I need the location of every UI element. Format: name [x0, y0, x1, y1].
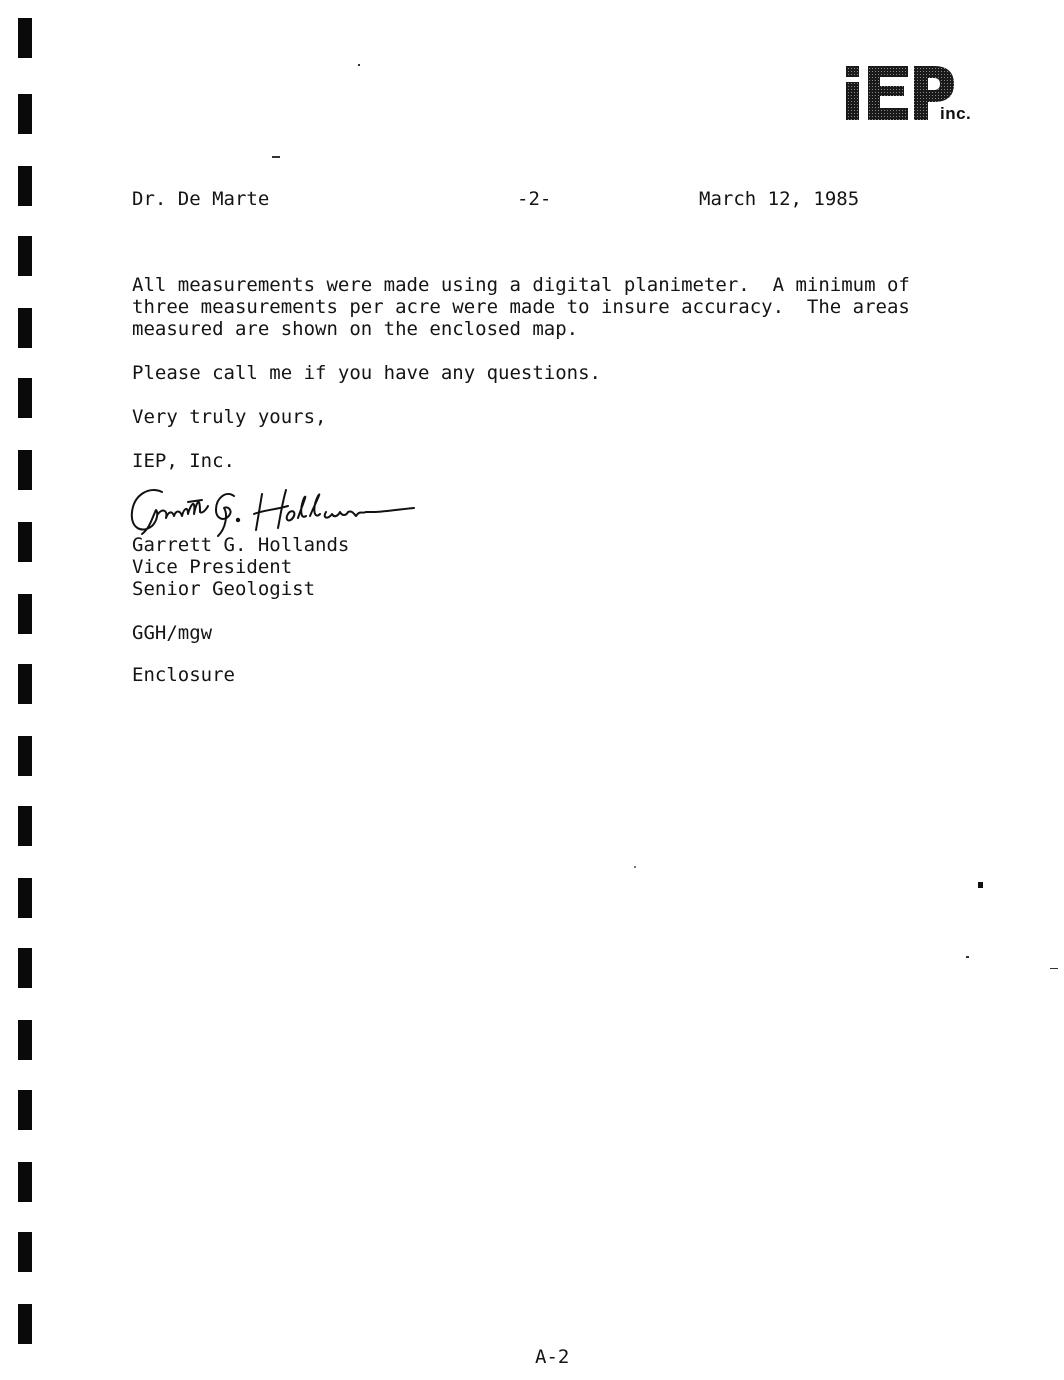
paragraph-line: three measurements per acre were made to insure accuracy. The areas — [132, 296, 910, 318]
signer-title: Senior Geologist — [132, 578, 316, 600]
binder-mark — [18, 94, 32, 134]
page-label: A-2 — [535, 1346, 570, 1368]
binder-mark — [18, 18, 32, 58]
binder-mark — [18, 166, 32, 206]
binder-mark — [18, 878, 32, 918]
binder-mark — [18, 378, 32, 418]
reference-initials: GGH/mgw — [132, 622, 213, 644]
signer-name: Garrett G. Hollands — [132, 534, 350, 556]
closing-salutation: Very truly yours, — [132, 406, 327, 428]
binder-mark — [18, 1304, 32, 1344]
binder-mark — [18, 236, 32, 276]
letter-date: March 12, 1985 — [699, 188, 860, 210]
binder-mark — [18, 948, 32, 988]
binder-mark — [18, 1090, 32, 1130]
speck — [634, 866, 636, 868]
binder-mark — [18, 450, 32, 490]
signer-title: Vice President — [132, 556, 293, 578]
recipient-name: Dr. De Marte — [132, 188, 270, 210]
page-number: -2- — [517, 188, 552, 210]
speck — [272, 156, 280, 158]
binder-mark — [18, 806, 32, 846]
binder-mark — [18, 664, 32, 704]
binder-mark — [18, 308, 32, 348]
paragraph-line: measured are shown on the enclosed map. — [132, 318, 579, 340]
company-name: IEP, Inc. — [132, 450, 235, 472]
speck — [358, 64, 360, 66]
binder-mark — [18, 1020, 32, 1060]
speck — [1050, 968, 1058, 969]
speck — [978, 882, 983, 888]
binder-mark — [18, 522, 32, 562]
binder-mark — [18, 736, 32, 776]
speck — [966, 956, 969, 958]
binder-mark — [18, 594, 32, 634]
enclosure-note: Enclosure — [132, 664, 235, 686]
binder-mark — [18, 1232, 32, 1272]
paragraph-line: All measurements were made using a digital planimeter. A minimum of — [132, 274, 910, 296]
binder-mark — [18, 1162, 32, 1202]
paragraph-line: Please call me if you have any questions. — [132, 362, 601, 384]
logo-inc-text: inc. — [940, 104, 972, 123]
